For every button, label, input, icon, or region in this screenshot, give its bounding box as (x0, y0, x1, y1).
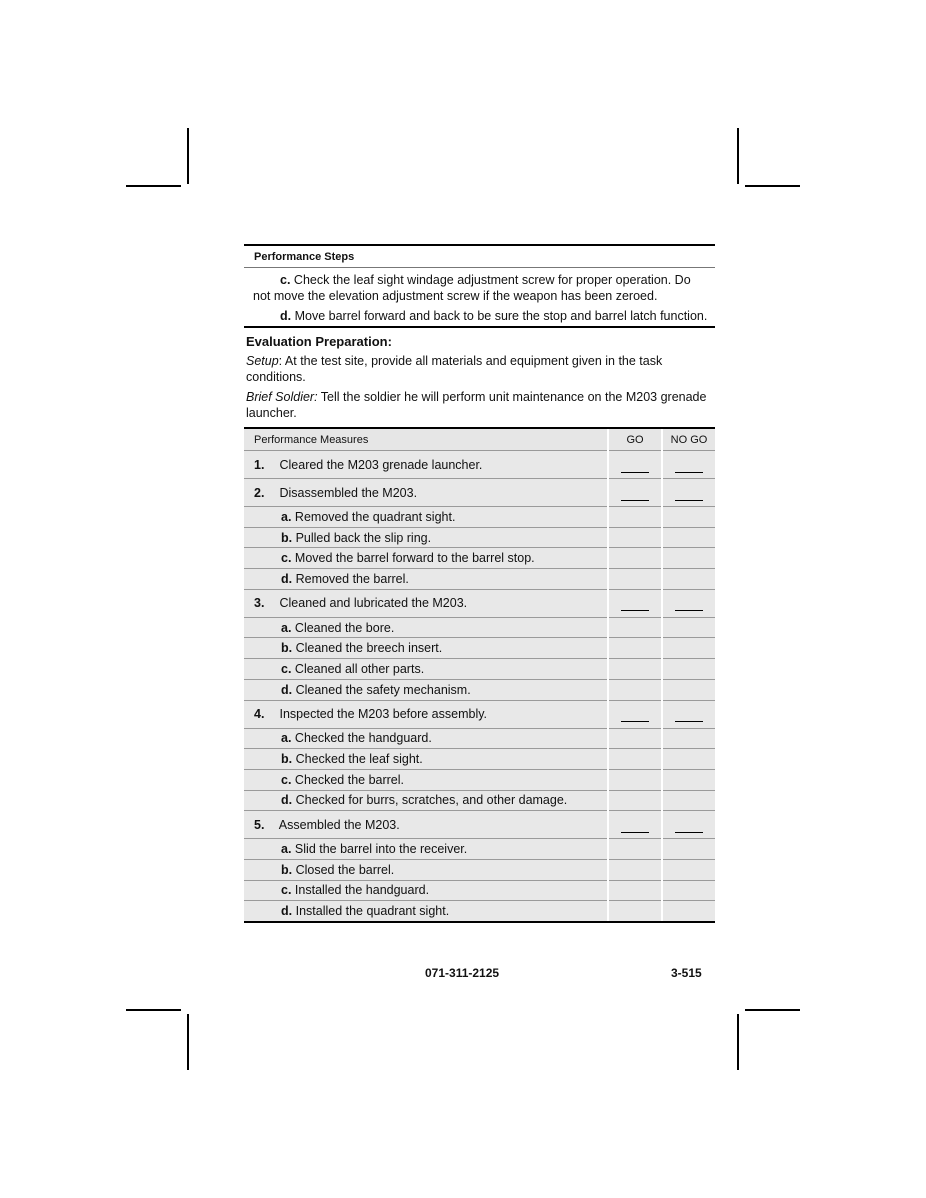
measure-text-cell (244, 769, 608, 790)
measure-text: Checked the handguard. (294, 731, 432, 746)
go-cell (608, 679, 662, 700)
go-cell (608, 859, 662, 880)
go-cell (608, 880, 662, 901)
setup-paragraph (244, 353, 715, 385)
measure-subrow (244, 901, 715, 922)
measure-label: a. (281, 842, 292, 857)
nogo-cell (662, 728, 715, 749)
measure-text-cell (244, 859, 608, 880)
measure-text-cell (244, 811, 608, 839)
measure-text: Closed the barrel. (295, 862, 395, 877)
measure-label: 1. (254, 457, 265, 472)
measure-text: Cleaned and lubricated the M203. (279, 596, 468, 611)
nogo-cell (662, 548, 715, 569)
measure-label: c. (281, 551, 292, 566)
nogo-cell (662, 880, 715, 901)
measure-subrow (244, 507, 715, 528)
go-cell (608, 839, 662, 860)
measure-text: Cleared the M203 grenade launcher. (279, 457, 483, 472)
brief-text: Tell the soldier he will perform unit maintenance on the M203 grenade launcher. (246, 390, 707, 420)
measure-row (244, 451, 715, 479)
measure-subrow (244, 839, 715, 860)
measure-text: Checked the leaf sight. (295, 752, 423, 767)
step-letter: c. (280, 273, 291, 287)
measure-text: Installed the quadrant sight. (295, 904, 450, 919)
measure-label: b. (281, 641, 293, 656)
measure-text-cell (244, 548, 608, 569)
measure-subrow (244, 749, 715, 770)
go-cell (608, 507, 662, 528)
measure-row (244, 811, 715, 839)
measure-text-cell (244, 589, 608, 617)
measure-text-cell (244, 479, 608, 507)
go-cell[interactable] (608, 479, 662, 507)
nogo-cell (662, 679, 715, 700)
task-number: 071-311-2125 (425, 966, 500, 980)
nogo-cell[interactable] (662, 479, 715, 507)
measure-text: Cleaned the bore. (294, 620, 395, 635)
measure-row (244, 479, 715, 507)
nogo-cell (662, 769, 715, 790)
go-blank[interactable] (621, 600, 649, 611)
measure-subrow (244, 569, 715, 590)
go-cell[interactable] (608, 451, 662, 479)
nogo-cell (662, 859, 715, 880)
measure-text: Slid the barrel into the receiver. (294, 842, 468, 857)
go-cell (608, 527, 662, 548)
crop-mark-top-left-v (187, 128, 189, 184)
setup-label: Setup (246, 354, 279, 368)
go-cell (608, 638, 662, 659)
measure-subrow (244, 679, 715, 700)
measure-subrow (244, 769, 715, 790)
go-cell[interactable] (608, 589, 662, 617)
measure-subrow (244, 527, 715, 548)
measure-text: Cleaned the breech insert. (295, 641, 443, 656)
measure-label: c. (281, 661, 292, 676)
measure-label: c. (281, 883, 292, 898)
step-item (244, 308, 715, 324)
measure-subrow (244, 617, 715, 638)
measure-text-cell (244, 659, 608, 680)
go-cell[interactable] (608, 700, 662, 728)
measure-text: Installed the handguard. (294, 883, 430, 898)
measure-text: Checked the barrel. (294, 772, 405, 787)
measure-text-cell (244, 901, 608, 922)
measure-subrow (244, 859, 715, 880)
measure-label: 2. (254, 485, 265, 500)
measure-text-cell (244, 507, 608, 528)
measure-subrow (244, 659, 715, 680)
go-blank[interactable] (621, 490, 649, 501)
step-text: Check the leaf sight windage adjustment screw for proper operation. Do not move the elevation adjustment screw if the weapon has been zeroed. (253, 273, 691, 303)
measure-text: Checked for burrs, scratches, and other damage. (295, 793, 568, 808)
measure-subrow (244, 880, 715, 901)
measure-text-cell (244, 700, 608, 728)
go-cell (608, 749, 662, 770)
go-blank[interactable] (621, 711, 649, 722)
nogo-cell[interactable] (662, 700, 715, 728)
performance-steps-header: Performance Steps (244, 244, 715, 268)
nogo-cell[interactable] (662, 451, 715, 479)
step-item (244, 272, 715, 304)
measure-label: d. (281, 571, 293, 586)
go-cell (608, 659, 662, 680)
nogo-blank[interactable] (675, 822, 703, 833)
measure-subrow (244, 790, 715, 811)
measure-text: Cleaned all other parts. (294, 661, 425, 676)
nogo-cell[interactable] (662, 811, 715, 839)
measure-text: Removed the quadrant sight. (294, 509, 456, 524)
nogo-cell (662, 617, 715, 638)
nogo-header: NO GO (662, 428, 715, 451)
nogo-blank[interactable] (675, 490, 703, 501)
go-blank[interactable] (621, 822, 649, 833)
measure-text: Inspected the M203 before assembly. (279, 707, 488, 721)
nogo-cell (662, 659, 715, 680)
measure-label: d. (281, 904, 293, 919)
measure-label: 5. (254, 817, 265, 832)
measure-text: Moved the barrel forward to the barrel stop. (294, 551, 535, 566)
measure-subrow (244, 548, 715, 569)
go-cell (608, 617, 662, 638)
measure-text-cell (244, 790, 608, 811)
nogo-cell (662, 638, 715, 659)
measure-label: 3. (254, 596, 265, 611)
measure-row (244, 589, 715, 617)
performance-measures-table (244, 427, 715, 923)
measure-label: c. (281, 772, 292, 787)
nogo-cell[interactable] (662, 589, 715, 617)
nogo-cell (662, 839, 715, 860)
measure-text-cell (244, 451, 608, 479)
crop-mark-bottom-left-h (126, 1009, 181, 1011)
measure-text-cell (244, 527, 608, 548)
measure-label: b. (281, 752, 293, 767)
crop-mark-bottom-left-v (187, 1014, 189, 1070)
measure-text: Disassembled the M203. (279, 485, 418, 500)
measure-row (244, 700, 715, 728)
go-header: GO (608, 428, 662, 451)
performance-steps (244, 268, 715, 328)
go-cell (608, 728, 662, 749)
page-number: 3-515 (671, 966, 702, 980)
measure-text: Removed the barrel. (295, 571, 409, 586)
go-cell (608, 790, 662, 811)
step-letter: d. (280, 309, 292, 323)
brief-soldier-paragraph (244, 389, 715, 421)
measure-label: 4. (254, 707, 265, 721)
measure-text-cell (244, 880, 608, 901)
nogo-blank[interactable] (675, 711, 703, 722)
go-cell[interactable] (608, 811, 662, 839)
nogo-cell (662, 901, 715, 922)
nogo-cell (662, 749, 715, 770)
crop-mark-bottom-right-v (737, 1014, 739, 1070)
crop-mark-bottom-right-h (745, 1009, 800, 1011)
measure-label: a. (281, 620, 292, 635)
nogo-blank[interactable] (675, 462, 703, 473)
nogo-cell (662, 790, 715, 811)
measure-text-cell (244, 749, 608, 770)
step-text: Move barrel forward and back to be sure the stop and barrel latch function. (294, 309, 708, 323)
nogo-cell (662, 569, 715, 590)
crop-mark-top-right-h (745, 185, 800, 187)
page-content (244, 244, 715, 923)
measure-label: b. (281, 862, 293, 877)
nogo-cell (662, 507, 715, 528)
measure-text-cell (244, 839, 608, 860)
evaluation-title: Evaluation Preparation: (246, 334, 392, 349)
go-cell (608, 901, 662, 922)
setup-text: : At the test site, provide all materials and equipment given in the task conditions. (246, 354, 663, 384)
measure-text-cell (244, 728, 608, 749)
brief-label: Brief Soldier: (246, 390, 318, 404)
measure-text-cell (244, 569, 608, 590)
measure-label: d. (281, 793, 293, 808)
measure-label: b. (281, 530, 293, 545)
table-header-row (244, 428, 715, 451)
measure-subrow (244, 728, 715, 749)
measure-label: a. (281, 731, 292, 746)
go-cell (608, 769, 662, 790)
nogo-cell (662, 527, 715, 548)
measure-text: Cleaned the safety mechanism. (295, 682, 471, 697)
measure-text-cell (244, 638, 608, 659)
nogo-blank[interactable] (675, 600, 703, 611)
measure-text-cell (244, 679, 608, 700)
go-blank[interactable] (621, 462, 649, 473)
go-cell (608, 569, 662, 590)
go-cell (608, 548, 662, 569)
measure-text-cell (244, 617, 608, 638)
crop-mark-top-left-h (126, 185, 181, 187)
measure-label: a. (281, 509, 292, 524)
measures-header: Performance Measures (244, 428, 608, 451)
measure-subrow (244, 638, 715, 659)
crop-mark-top-right-v (737, 128, 739, 184)
measure-text: Assembled the M203. (278, 817, 400, 832)
measure-label: d. (281, 682, 293, 697)
measure-text: Pulled back the slip ring. (295, 530, 432, 545)
